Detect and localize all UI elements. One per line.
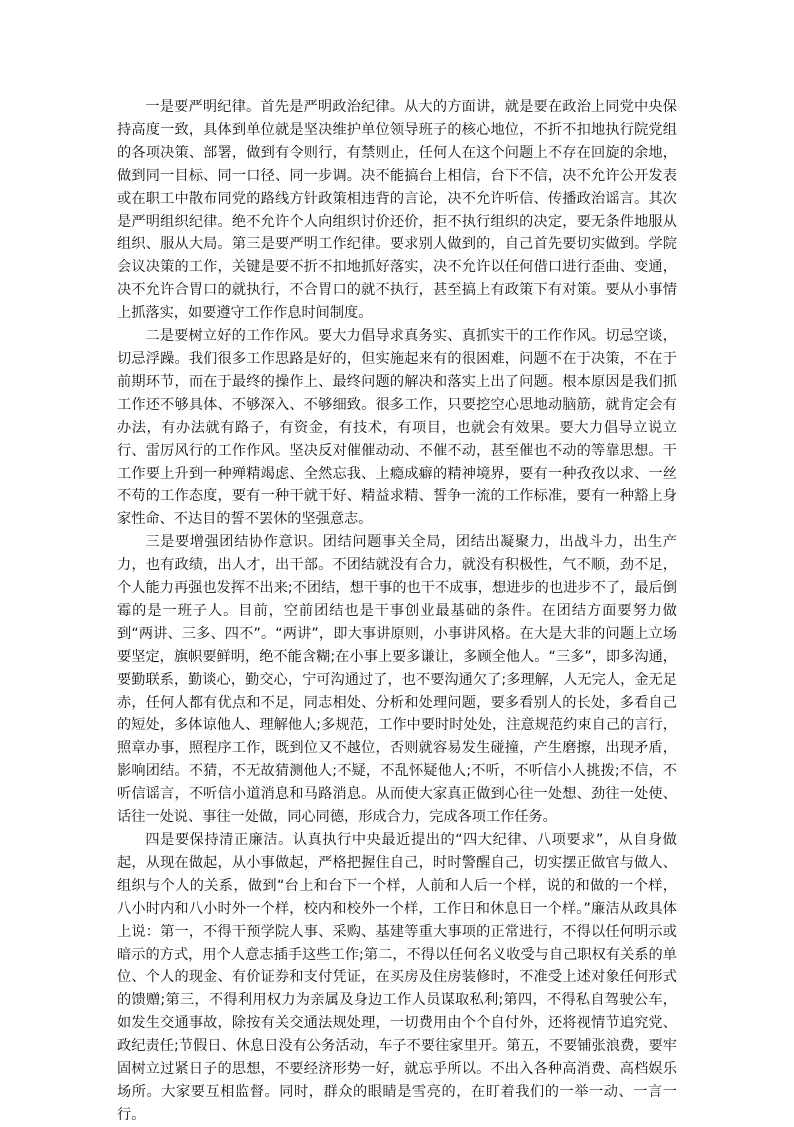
paragraph-unity: 三是要增强团结协作意识。团结问题事关全局，团结出凝聚力，出战斗力，出生产力，也有政绩，出人才，出干部。不团结就没有合力，就没有积极性，气不顺，劲不足，个人能力再强也发挥不出来;不团结，想干事的也干不成事，想进步的也进步不了，最后倒霉的是一班子人。目前，空前团结也是干事创业最基础的条件。在团结方面要努力做到“两讲、三多、四不”。“两讲”，即大事讲原则，小事讲风格。在大是大非的问题上立场要坚定，旗帜要鲜明，绝不能含糊;在小事上要多谦让，多顾全他人。“三多”，即多沟通，要勤联系，勤谈心，勤交心，宁可沟通过了，也不要沟通欠了;多理解，人无完人，金无足赤，任何人都有优点和不足，同志相处、分析和处理问题，要多看别人的长处，多看自己的短处，多体谅他人、理解他人;多规范，工作中要时时处处，注意规范约束自己的言行，照章办事，照程序工作，既到位又不越位，否则就容易发生碰撞，产生磨擦，出现矛盾，影响团结。不猜，不无故猜测他人;不疑，不乱怀疑他人;不听，不听信小人挑拨;不信，不听信谣言，不听信小道消息和马路消息。从而使大家真正做到心往一处想、劲往一处使、话往一处说、事往一处做，同心同德，形成合力，完成各项工作任务。 bbox=[117, 534, 677, 826]
paragraph-work-style: 二是要树立好的工作作风。要大力倡导求真务实、真抓实干的工作作风。切忌空谈，切忌浮躁。我们很多工作思路是好的，但实施起来有的很困难，问题不在于决策，不在于前期环节，而在于最终的操作上、最终问题的解决和落实上出了问题。根本原因是我们抓工作还不够具体、不够深入、不够细致。很多工作，只要挖空心思地动脑筋，就肯定会有办法，有办法就有路子，有资金，有技术，有项目，也就会有效果。要大力倡导立说立行、雷厉风行的工作作风。坚决反对催催动动、不催不动，甚至催也不动的等靠思想。干工作要上升到一种殚精竭虑、全然忘我、上瘾成癖的精神境界，要有一种孜孜以求、一丝不苟的工作态度，要有一种干就干好、精益求精、誓争一流的工作标准，要有一种豁上身家性命、不达目的誓不罢休的坚强意志。 bbox=[117, 328, 677, 528]
paragraph-integrity: 四是要保持清正廉洁。认真执行中央最近提出的“四大纪律、八项要求”，从自身做起，从现在做起，从小事做起，严格把握住自己，时时警醒自己，切实摆正做官与做人、组织与个人的关系，做到“台上和台下一个样，人前和人后一个样，说的和做的一个样，八小时内和八小时外一个样，校内和校外一个样，工作日和休息日一个样。”廉洁从政具体上说：第一，不得干预学院人事、采购、基建等重大事项的正常进行，不得以任何明示或暗示的方式，用个人意志插手这些工作;第二，不得以任何名义收受与自己职权有关系的单位、个人的现金、有价证券和支付凭证，在买房及住房装修时，不准受上述对象任何形式的馈赠;第三，不得利用权力为亲属及身边工作人员谋取私利;第四，不得私自驾驶公车，如发生交通事故，除按有关交通法规处理，一切费用由个个自付外，还将视情节追究党、政纪责任;节假日、休息日没有公务活动，车子不要往家里开。第五，不要铺张浪费，要牢固树立过紧日子的思想，不要经济形势一好，就忘乎所以。不出入各种高消费、高档娱乐场所。大家要互相监督。同时，群众的眼睛是雪亮的，在盯着我们的一举一动、一言一行。 bbox=[117, 832, 677, 1123]
document-body bbox=[117, 96, 677, 1127]
paragraph-discipline: 一是要严明纪律。首先是严明政治纪律。从大的方面讲，就是要在政治上同党中央保持高度一致，具体到单位就是坚决维护单位领导班子的核心地位，不折不扣地执行院党组的各项决策、部署，做到有令则行，有禁则止，任何人在这个问题上不存在回旋的余地，做到同一目标、同一口径、同一步调。决不能搞台上相信，台下不信，决不允许公开发表或在职工中散布同党的路线方针政策相违背的言论，决不允许听信、传播政治谣言。其次是严明组织纪律。绝不允许个人向组织讨价还价，拒不执行组织的决定，要无条件地服从组织、服从大局。第三是要严明工作纪律。要求别人做到的，自己首先要切实做到。学院会议决策的工作，关键是要不折不扣地抓好落实，决不允许以任何借口进行歪曲、变通，决不允许合胃口的就执行，不合胃口的就不执行，甚至搞上有政策下有对策。要从小事情上抓落实，如要遵守工作作息时间制度。 bbox=[117, 99, 677, 322]
